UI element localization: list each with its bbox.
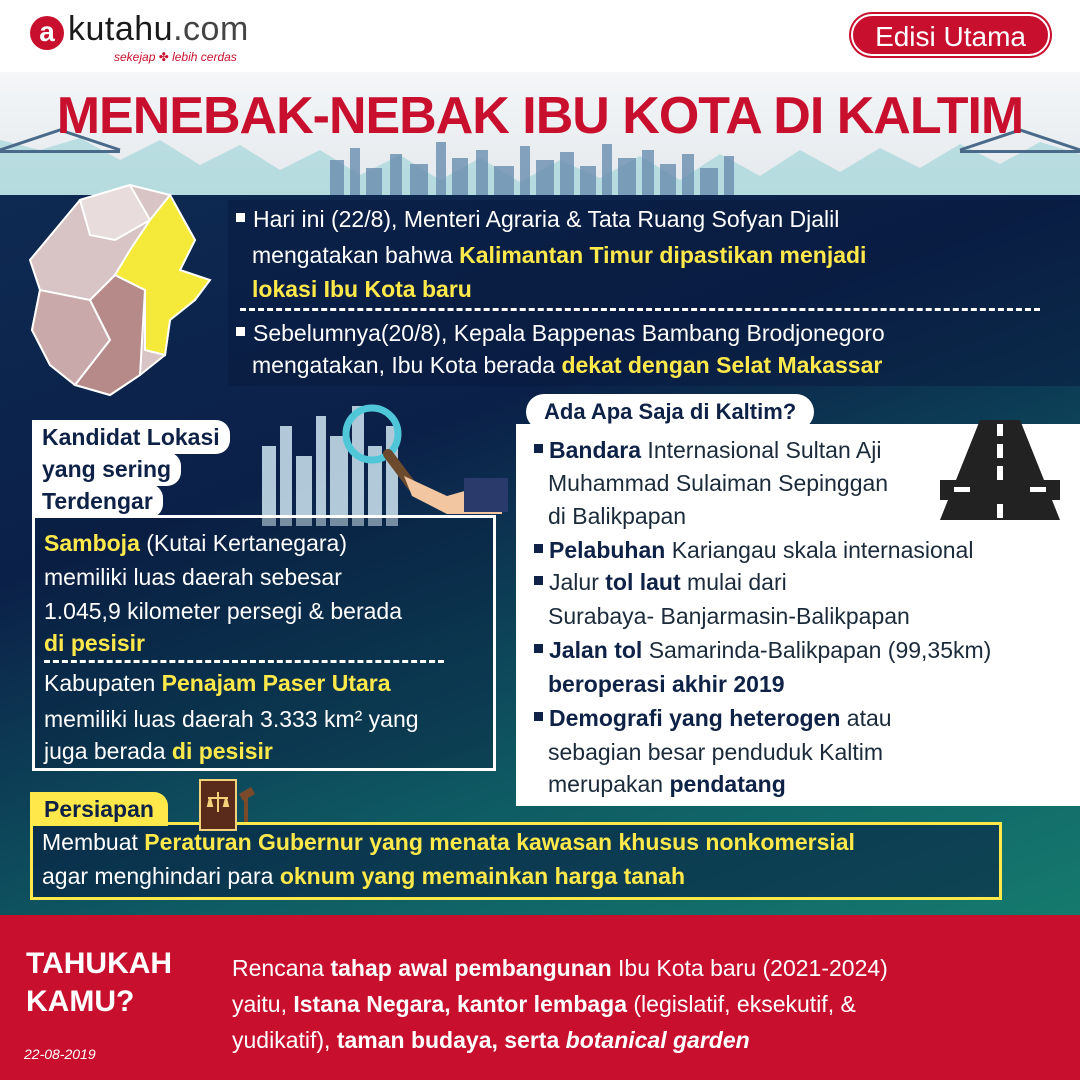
kandidat-c1-line-4	[44, 626, 145, 660]
tahukah-prefix: Rencana	[232, 955, 331, 981]
tahukah-bold-1: tahap awal pembangunan	[330, 955, 612, 981]
kandidat-label-line-2: yang sering	[32, 452, 181, 486]
kandidat-c2-line-3	[44, 734, 273, 768]
intro-p2-line2: mengatakan, Ibu Kota berada	[252, 352, 562, 378]
logo-text	[68, 10, 249, 49]
tahukah-heading-line-2: KAMU?	[26, 985, 135, 1018]
ada-item-5-line-3	[548, 768, 786, 801]
tahukah-text	[232, 950, 1052, 1058]
bullet-icon	[534, 644, 543, 653]
tahukah-bold-italic: botanical garden	[565, 1027, 750, 1053]
kandidat-c2-line-1	[44, 666, 391, 700]
intro-highlight-2: lokasi Ibu Kota baru	[252, 276, 472, 302]
ada-item-2	[534, 534, 973, 567]
ada-item-5-line-1	[534, 702, 892, 735]
kandidat-c1-line-3: 1.045,9 kilometer persegi & berada	[44, 598, 402, 624]
ada-label: Ada Apa Saja di Kaltim?	[526, 394, 814, 430]
ada-item-5-line-2: sebagian besar penduduk Kaltim	[548, 739, 884, 765]
ada-item-1-rest: Internasional Sultan Aji	[641, 437, 882, 463]
tahukah-mid-2: (legislatif, eksekutif, &	[627, 991, 856, 1017]
tahukah-heading	[26, 945, 172, 1021]
bullet-icon	[534, 544, 543, 553]
logo-name: kutahu	[68, 10, 174, 48]
bullet-icon	[236, 327, 245, 336]
intro-p1-line2: mengatakan bahwa	[252, 242, 460, 268]
intro-line-2	[252, 238, 866, 272]
kandidat-c1-region: (Kutai Kertanegara)	[139, 530, 347, 556]
ada-item-5-line3-bold: pendatang	[669, 771, 786, 797]
tahukah-line2-prefix: yaitu,	[232, 991, 294, 1017]
persiapan-highlight-1: Peraturan Gubernur yang menata kawasan khusus nonkomersial	[144, 829, 855, 855]
persiapan-line-2	[42, 860, 685, 893]
ada-item-4-line-2	[548, 668, 785, 701]
page-title: MENEBAK-NEBAK IBU KOTA DI KALTIM	[56, 87, 1024, 145]
ada-item-3-bold: tol laut	[605, 569, 681, 595]
kandidat-c2-line-2: memiliki luas daerah 3.333 km² yang	[44, 706, 419, 732]
ada-item-4-bold: Jalan tol	[549, 637, 643, 663]
intro-line-3	[252, 272, 472, 306]
tahukah-line-2	[232, 986, 1052, 1022]
ada-item-5-line3-prefix: merupakan	[548, 771, 670, 797]
persiapan-label: Persiapan	[30, 792, 168, 826]
tahukah-line-1	[232, 950, 1052, 986]
ada-item-4-bold-line2: beroperasi akhir 2019	[548, 671, 785, 697]
kandidat-c2-highlight: di pesisir	[171, 738, 273, 764]
tahukah-line3-prefix: yudikatif),	[232, 1027, 337, 1053]
ada-item-3-line-1	[534, 566, 787, 599]
kandidat-c1-name: Samboja	[44, 530, 140, 556]
tahukah-bold-2: Istana Negara, kantor lembaga	[293, 991, 627, 1017]
ada-item-4-line-1	[534, 634, 991, 667]
intro-highlight-3: dekat dengan Selat Makassar	[561, 352, 883, 378]
kandidat-c1-highlight: di pesisir	[44, 630, 145, 656]
persiapan-prefix: Membuat	[42, 829, 145, 855]
ada-item-4-rest: Samarinda-Balikpapan (99,35km)	[642, 637, 992, 663]
kandidat-label-line-1: Kandidat Lokasi	[32, 420, 230, 454]
persiapan-highlight-2: oknum yang memainkan harga tanah	[279, 863, 685, 889]
map-icon	[20, 180, 240, 405]
ada-item-1-bold: Bandara	[549, 437, 642, 463]
intro-line-4	[236, 316, 885, 350]
ada-item-1-line-2: Muhammad Sulaiman Sepinggan	[548, 470, 889, 496]
city-magnifier-icon	[232, 396, 512, 526]
tahukah-bold-3: taman budaya, serta	[336, 1027, 566, 1053]
bullet-icon	[236, 213, 245, 222]
intro-divider	[240, 308, 1040, 311]
bullet-icon	[534, 444, 543, 453]
tahukah-heading-line-1: TAHUKAH	[26, 947, 173, 980]
kandidat-c2-prefix: Kabupaten	[44, 670, 162, 696]
bullet-icon	[534, 576, 543, 585]
intro-line-1	[236, 202, 839, 236]
intro-highlight-1: Kalimantan Timur dipastikan menjadi	[459, 242, 867, 268]
logo-a-icon: a	[30, 16, 64, 50]
kandidat-label-line-3: Terdengar	[32, 484, 163, 518]
bullet-icon	[534, 712, 543, 721]
tahukah-line-3	[232, 1022, 1052, 1058]
ada-item-5-bold: Demografi yang heterogen	[549, 705, 841, 731]
ada-item-2-bold: Pelabuhan	[549, 537, 666, 563]
kandidat-divider	[44, 660, 444, 663]
ada-item-1-line-1	[534, 434, 881, 467]
kandidat-c1-line-1	[44, 526, 347, 560]
persiapan-line-1	[42, 826, 855, 859]
kandidat-c2-line3-prefix: juga berada	[44, 738, 172, 764]
logo-tagline: sekejap ✤ lebih cerdas	[114, 50, 237, 64]
ada-item-3-line-2: Surabaya- Banjarmasin-Balikpapan	[548, 603, 910, 629]
kandidat-c1-line-2: memiliki luas daerah sebesar	[44, 564, 342, 590]
ada-item-3-rest: mulai dari	[680, 569, 787, 595]
publish-date: 22-08-2019	[24, 1046, 96, 1062]
intro-p2-text: Sebelumnya(20/8), Kepala Bappenas Bambang Brodjonegoro	[253, 320, 885, 346]
intro-p1-text: Hari ini (22/8), Menteri Agraria & Tata Ruang Sofyan Djalil	[253, 206, 840, 232]
edition-badge: Edisi Utama	[851, 14, 1050, 56]
road-icon	[940, 420, 1060, 520]
logo-domain: .com	[173, 10, 249, 48]
persiapan-line2-prefix: agar menghindari para	[42, 863, 280, 889]
ada-item-5-rest: atau	[840, 705, 892, 731]
kandidat-c2-name: Penajam Paser Utara	[161, 670, 391, 696]
ada-item-2-rest: Kariangau skala internasional	[665, 537, 974, 563]
intro-line-5	[252, 348, 882, 382]
ada-item-1-line-3: di Balikpapan	[548, 503, 687, 529]
ada-item-3-prefix: Jalur	[549, 569, 606, 595]
tahukah-mid-1: Ibu Kota baru (2021-2024)	[611, 955, 888, 981]
